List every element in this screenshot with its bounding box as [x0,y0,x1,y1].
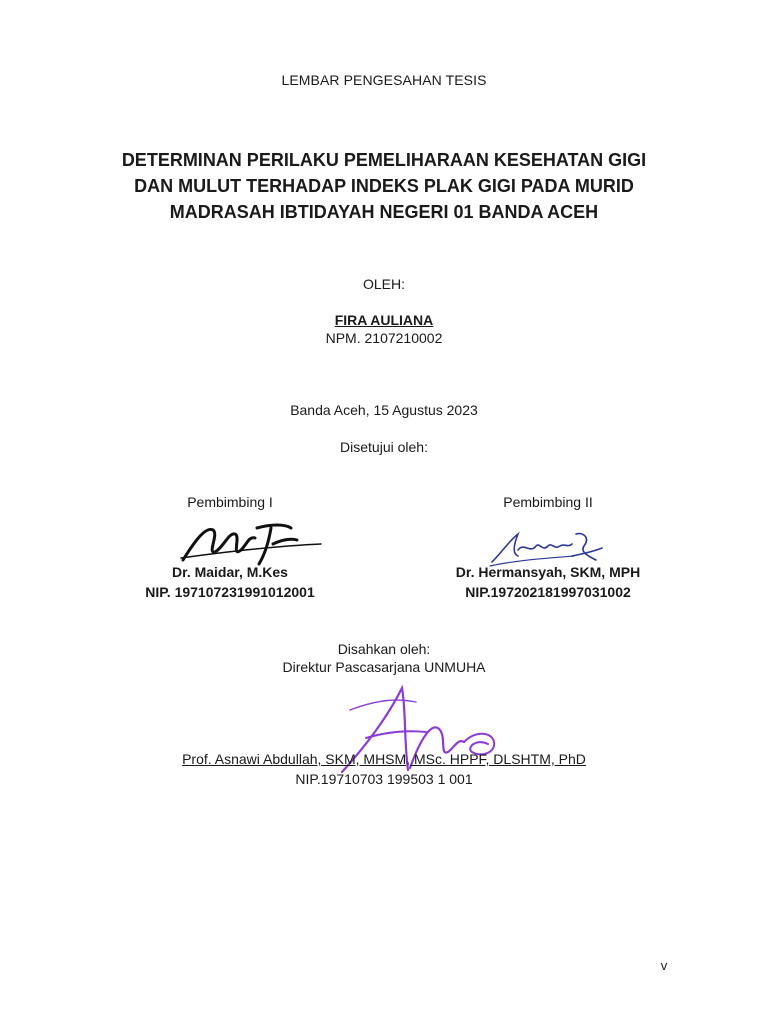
supervisor-1-role: Pembimbing I [187,494,273,510]
supervisor-2-signature [488,526,608,570]
page-number: v [660,958,668,973]
by-label: OLEH: [362,276,405,292]
author-name: FIRA AULIANA [334,312,434,328]
supervisor-1-nip: NIP. 197107231991012001 [145,584,315,600]
supervisor-1-name: Dr. Maidar, M.Kes [172,564,288,580]
document-header: LEMBAR PENGESAHAN TESIS [281,72,487,88]
place-date: Banda Aceh, 15 Agustus 2023 [290,402,478,418]
author-npm: NPM. 2107210002 [325,330,443,346]
director-title: Direktur Pascasarjana UNMUHA [282,659,486,675]
ratified-by-label: Disahkan oleh: [337,641,431,657]
director-name: Prof. Asnawi Abdullah, SKM, MHSM, MSc. HPPF, DLSHTM, PhD [182,751,586,767]
supervisor-2-name: Dr. Hermansyah, SKM, MPH [455,564,641,580]
supervisor-2-nip: NIP.197202181997031002 [465,584,631,600]
approved-by-label: Disetujui oleh: [340,439,428,455]
thesis-title: DETERMINAN PERILAKU PEMELIHARAAN KESEHATAN GIGI DAN MULUT TERHADAP INDEKS PLAK GIGI PADA MURID MADRASAH IBTIDAYAH NEGERI 01 BANDA ACEH [121,150,647,222]
supervisor-2-role: Pembimbing II [503,494,593,510]
director-nip: NIP.19710703 199503 1 001 [295,771,473,787]
supervisor-1-signature [175,514,325,570]
